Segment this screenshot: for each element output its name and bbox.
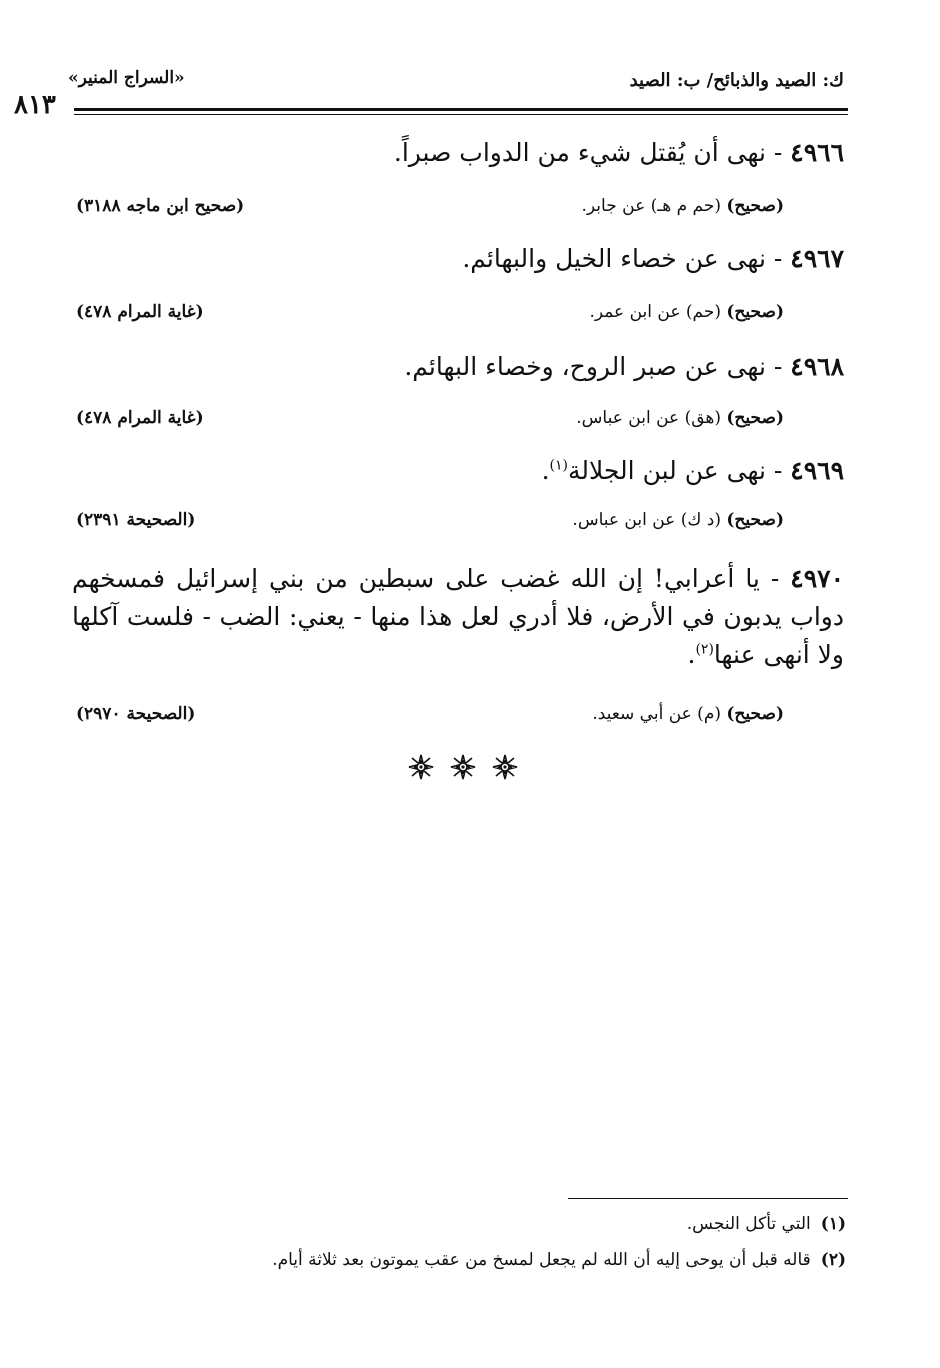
hadith-grade: (صحيح) <box>726 302 784 322</box>
hadith-4966 <box>394 136 844 170</box>
hadith-text-end: . <box>541 456 550 485</box>
hadith-grade: (صحيح) <box>726 510 784 530</box>
footnote-marker: (١) <box>549 457 568 474</box>
hadith-4970 <box>72 560 844 674</box>
hadith-text-end: . <box>687 640 696 669</box>
chapter-heading: ك: الصيد والذبائح/ ب: الصيد <box>629 70 844 91</box>
hadith-4968 <box>404 350 844 384</box>
hadith-source: (م) عن أبي سعيد. <box>592 704 721 724</box>
hadith-grade-line <box>572 510 784 530</box>
flower-ornament-icon <box>492 754 518 780</box>
hadith-reference: (غاية المرام ٤٧٨) <box>76 408 204 428</box>
hadith-source: (د ك) عن ابن عباس. <box>572 510 721 530</box>
hadith-source: (هق) عن ابن عباس. <box>576 408 721 428</box>
hadith-4967 <box>462 242 844 276</box>
hadith-grade-line <box>582 196 784 216</box>
footnote-marker: (٢) <box>695 641 714 658</box>
hadith-dash: - <box>765 138 783 167</box>
hadith-grade-line <box>592 704 784 724</box>
hadith-4969 <box>542 454 844 488</box>
footnote-1 <box>687 1214 846 1234</box>
hadith-dash: - <box>759 564 780 593</box>
footnote-number: (٢) <box>820 1250 846 1270</box>
hadith-reference: (غاية المرام ٤٧٨) <box>76 302 204 322</box>
footnote-number: (١) <box>820 1214 846 1234</box>
hadith-text: نهى أن يُقتل شيء من الدواب صبراً. <box>393 138 766 167</box>
hadith-dash: - <box>765 244 783 273</box>
header-rule-thick <box>74 108 848 111</box>
hadith-dash: - <box>765 456 783 485</box>
hadith-number: ٤٩٧٠ <box>790 564 844 593</box>
footnote-text: التي تأكل النجس. <box>686 1214 811 1234</box>
hadith-number: ٤٩٦٨ <box>790 352 844 381</box>
hadith-dash: - <box>765 352 783 381</box>
flower-ornament-icon <box>450 754 476 780</box>
hadith-reference: (الصحيحة ٢٩٧٠) <box>76 704 196 724</box>
hadith-grade: (صحيح) <box>726 704 784 724</box>
footnote-2 <box>272 1250 846 1270</box>
hadith-grade: (صحيح) <box>726 196 784 216</box>
flower-ornament-icon <box>408 754 434 780</box>
hadith-number: ٤٩٦٦ <box>790 138 844 167</box>
hadith-grade-line <box>576 408 784 428</box>
page-number: ٨١٣ <box>14 90 56 120</box>
hadith-reference: (صحيح ابن ماجه ٣١٨٨) <box>76 196 245 216</box>
footnote-separator <box>568 1198 848 1199</box>
hadith-number: ٤٩٦٩ <box>790 456 844 485</box>
hadith-reference: (الصحيحة ٢٣٩١) <box>76 510 196 530</box>
hadith-grade-line <box>589 302 784 322</box>
header-rule-thin <box>74 114 848 115</box>
book-title: «السراج المنير» <box>68 68 185 88</box>
hadith-number: ٤٩٦٧ <box>790 244 844 273</box>
hadith-text: يا أعرابي! إن الله غضب على سبطين من بني إسرائيل فمسخهم دواب يدبون في الأرض، فلا أدري لعل هذا منها - يعني: الضب - فلست آكلها ولا أنهى عنها <box>72 564 844 669</box>
hadith-grade: (صحيح) <box>726 408 784 428</box>
hadith-text: نهى عن خصاء الخيل والبهائم. <box>462 244 766 273</box>
footnote-text: قاله قبل أن يوحى إليه أن الله لم يجعل لمسخ من عقب يموتون بعد ثلاثة أيام. <box>272 1250 811 1270</box>
section-divider-ornament <box>408 754 518 780</box>
hadith-text: نهى عن صبر الروح، وخصاء البهائم. <box>404 352 766 381</box>
hadith-source: (حم) عن ابن عمر. <box>589 302 721 322</box>
hadith-source: (حم م هـ) عن جابر. <box>581 196 721 216</box>
hadith-text: نهى عن لبن الجلالة <box>567 456 766 485</box>
